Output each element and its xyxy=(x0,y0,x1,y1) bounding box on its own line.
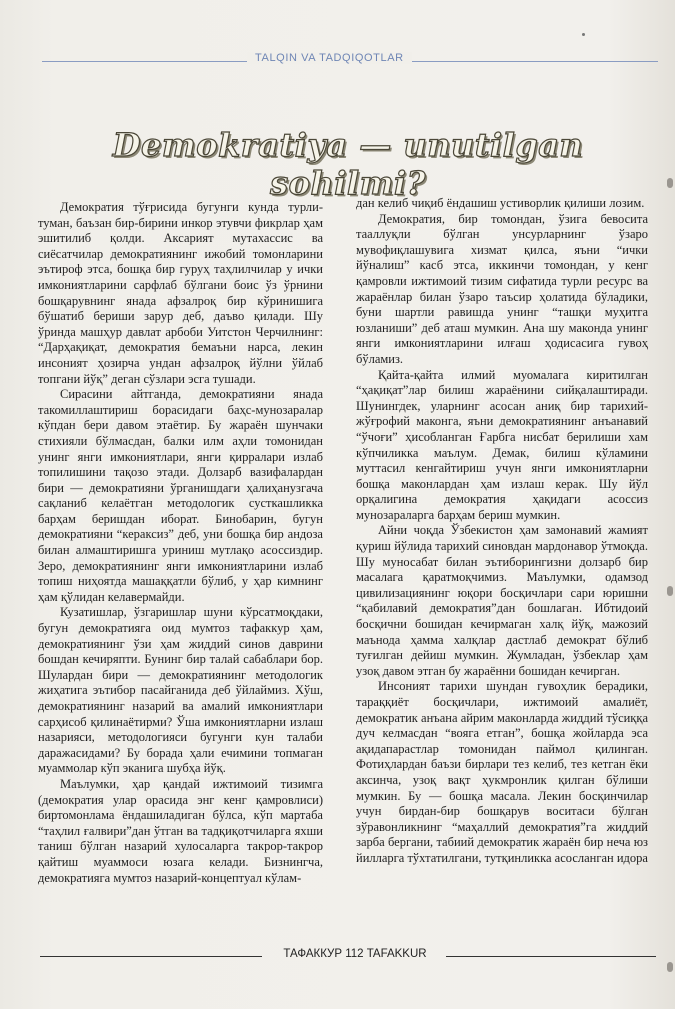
running-header xyxy=(42,50,658,72)
print-speck xyxy=(582,33,585,36)
page-number-label: ТАФАККУР 112 TAFAKKUR xyxy=(283,948,427,960)
paragraph: Кузатишлар, ўзгаришлар шуни кўрсатмоқдаки, бугун демократияга оид мумтоз тафаккур ҳам, демократиянинг ўзи ҳам жиддий синов даврини бошдан кечиряпти. Бунинг бир талай сабаблари бор. Шулардан бири — демократиянинг методологик жиҳатига эътибор пасайганида деб ўйлаймиз. Хўш, демократиянинг назарий ва амалий имкониятлари сарҳисоб қилинаётирми? Ўша имкониятларни излаш назарияси, методологияси бугунги кун талаби даражасидами? Бу борада ҳали ечимини топмаган муаммолар кўп эканига шубҳа йўқ. xyxy=(38,605,323,776)
article-title: Demokratiya — unutilgan sohilmi? xyxy=(112,126,584,202)
footer-rule xyxy=(446,956,656,957)
paragraph: Демократия, бир томондан, ўзига бевосита тааллуқли бўлган унсурларнинг ўзаро мувофиқлашувига хизмат қилса, яъни “ички йўналиш” касб этса, иккинчи томондан, у кенг қамровли ижтимоий тизим сифатида турли ресурс ва жараёнлар билан ўзаро таъсир ҳолатида бўладики, буни шартли равишда унинг “ташқи муҳитга юзланиши” деб аташ мумкин. Ана шу маконда унинг янги имкониятларини илғаш ҳодисасига гувоҳ бўламиз. xyxy=(356,211,648,366)
paragraph: Сирасини айтганда, демократияни янада такомиллаштириш борасидаги баҳс-мунозаралар кўпдан бери давом этаётир. Бу жараён шунчаки стихияли бўлмасдан, балки илм аҳли томонидан унинг янги имкониятлари, янги қирралари излаб топилишини тақозо этади. Долзарб вазифалардан бири — демократияни ўрганишдаги ҳалиҳанузгача сақланиб келаётган методологик сусткашликка барҳам беришдан иборат. Бинобарин, бугун демократияни “кераксиз” деб, уни бошқа бир андоза билан алмаштиришга уриниш мутлақо асоссиздир. Зеро, демократиянинг янги имкониятларини излаб топиш ниҳоятда машаққатли бўлиб, у ҳар кимнинг ҳам қўлидан келавермайди. xyxy=(38,387,323,604)
paragraph: Маълумки, ҳар қандай ижтимоий тизимга (демократия улар орасида энг кенг қамровлиси) биртомонлама ёндашиладиган бўлса, кўп мартаба “таҳлил ғалвири”дан ўтган ва тадқиқотчиларга яхши таниш бўлган назарий хулосаларга такрор-такрор қайтиш муаммоси юзага келади. Бизнингча, демократияга мумтоз назарий-концептуал кўлам- xyxy=(38,776,323,885)
section-title: TALQIN VA TADQIQOTLAR xyxy=(247,52,412,64)
paragraph: Инсоният тарихи шундан гувоҳлик берадики, тараққиёт босқичлари, ижтимоий амалиёт, демократик анъана айрим маконларда жиддий тўсиққа дуч келмасдан “вояга етган”, бошқа жойларда эса ақидапарастлар томонидан паймол қилинган. Фотиҳлардан баъзи бирлари тез келиб, тез кетган ёки аксинча, узоқ вақт ҳукмронлик қилган бўлиши мумкин. Бу — бошқа масала. Лекин босқинчилар учун бирдан-бир бошқарув воситаси бўлган зўравонликнинг “маҳаллий демократия”га жиддий зарба бергани, табиий демократик жараён бир неча юз йилларга тўхтатилгани, тутқинликка асосланган идора xyxy=(356,679,648,865)
binding-hole xyxy=(667,178,673,188)
paragraph: дан келиб чиқиб ёндашиш устиворлик қилиши лозим. xyxy=(356,196,645,210)
paragraph: Демократия тўғрисида бугунги кунда турли-туман, баъзан бир-бирини инкор этувчи фикрлар ҳам эшитилиб қолди. Аксарият мутахассис ва сиёсатчилар демократиянинг ижобий томонларини эътироф этса, бошқа бир гуруҳ таҳлилчилар у ички имкониятларини сарфлаб бўлгани боис ўз ўрнини бошқарувнинг янада афзалроқ бир кўринишига бўшатиб бериши зарур деб, даъво қилади. Шу ўринда машҳур давлат арбоби Уитстон Черчилнинг: “Дарҳақиқат, демократия бемаъни нарса, лекин инсоният ҳозирча ундан афзалроқ йўлни ўйлаб топгани йўқ” деган сўзлари эсга тушади. xyxy=(38,200,323,386)
binding-hole xyxy=(667,962,673,972)
footer-rule xyxy=(40,956,262,957)
paragraph: Қайта-қайта илмий муомалага киритилган “ҳақиқат”лар билиш жараёнини сийқалаштиради. Шунингдек, уларнинг асосан аниқ бир тарихий-жўғрофий маконга, яъни демократиянинг анъанавий “ўчоғи” ҳисобланган Ғарбга нисбат берилиши хам кўпчиликка маълум. Демак, билиш кўламини муттасил кенгайтириш учун янги имкониятларни бошқа маконлардан ҳам излаш керак. Шу йўл орқалигина демократия ҳақидаги асоссиз мунозараларга барҳам бериш мумкин. xyxy=(356,367,648,522)
right-column xyxy=(356,196,648,867)
paragraph: Айни чоқда Ўзбекистон ҳам замонавий жамият қуриш йўлида тарихий синовдан мардонавор ўтмоқда. Шу муносабат билан эътиборингизни долзарб бир масалага қаратмоқчимиз. Маълумки, одамзод цивилизациянинг юқори босқичлари сари юришни “қабилавий демократия”дан бошлаган. Ибтидоий босқични бошидан кечирмаган халқ йўқ, мажозий маънода ҳамма халқлар дастлаб демократ бўлиб туғилган дейиш мумкин. Жумладан, ўзбеклар ҳам узоқ давом этган бу жараённи бошидан кечирган. xyxy=(356,523,648,678)
binding-hole xyxy=(667,586,673,596)
running-footer xyxy=(40,948,656,964)
left-column xyxy=(38,200,323,886)
